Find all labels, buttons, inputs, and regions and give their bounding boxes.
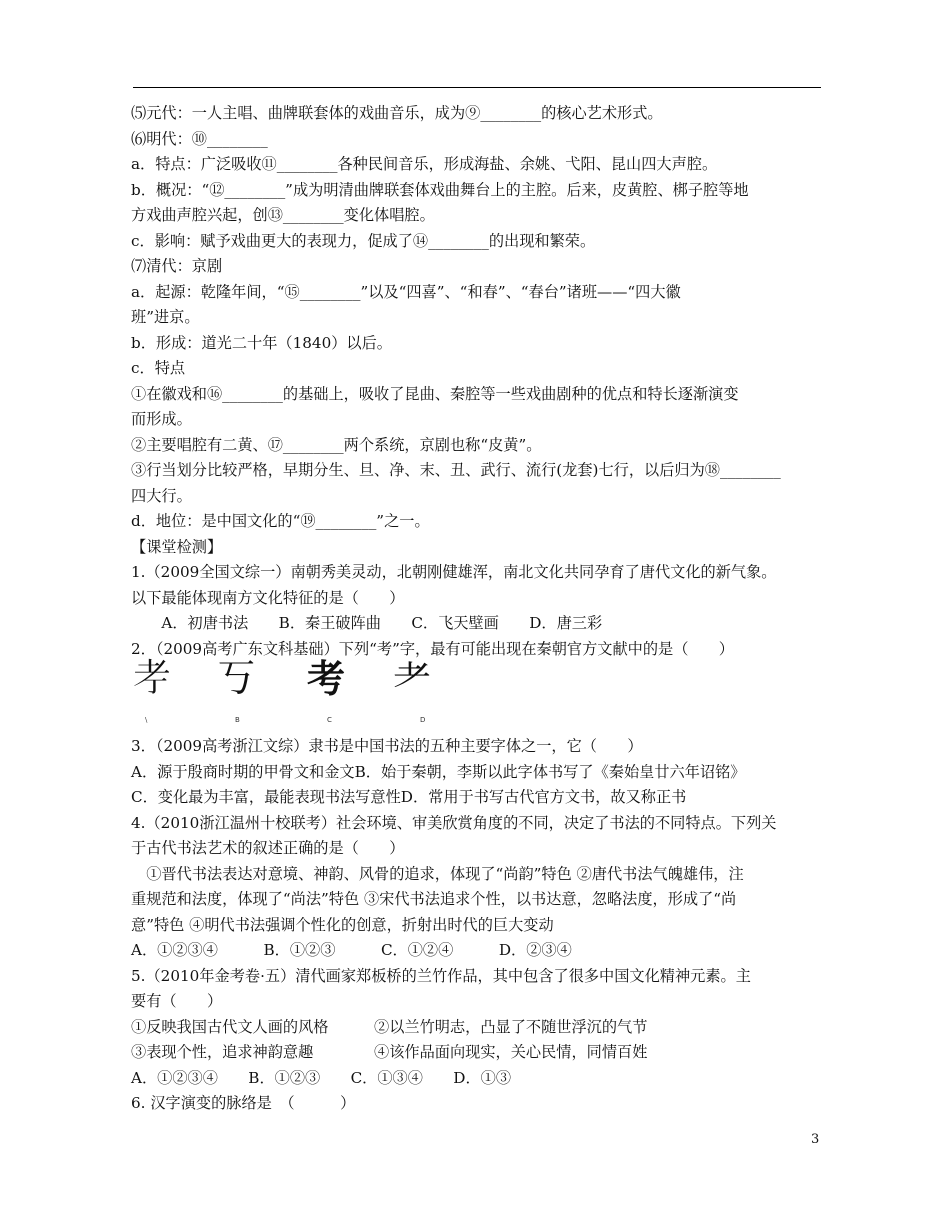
statement-line: ①晋代书法表达对意境、神韵、风骨的追求，体现了“尚韵”特色 ②唐代书法气魄雄伟，注 (131, 864, 744, 883)
glyph-label-d: D (420, 716, 426, 724)
glyph-label-b: B (235, 716, 240, 724)
text-line: b．概况：“⑫________”成为明清曲牌联套体戏曲舞台上的主腔。后来，皮黄腔、梆子腔等地 (131, 180, 749, 199)
text-line: 班”进京。 (131, 308, 200, 326)
question-line: 于古代书法艺术的叙述正确的是（ ） (131, 839, 405, 857)
text-line: 方戏曲声腔兴起，创⑬________变化体唱腔。 (131, 206, 435, 224)
glyph-label-a: \ (145, 716, 148, 724)
page-number: 3 (811, 1132, 820, 1147)
text-line: ①在徽戏和⑯________的基础上，吸收了昆曲、秦腔等一些戏曲剧种的优点和特长逐渐演变 (131, 384, 739, 403)
question-line: 3．（2009高考浙江文综）隶书是中国书法的五种主要字体之一，它（ ） (131, 737, 643, 755)
glyph-c: 考 (307, 656, 346, 701)
question-line: 以下最能体现南方文化特征的是（ ） (131, 588, 405, 607)
answer-options: A．初唐书法 B．秦王破阵曲 C．飞天壁画 D．唐三彩 (131, 614, 603, 632)
answer-options: A．①②③④ B．①②③ C．①③④ D．①③ (131, 1068, 512, 1087)
glyph-d: 耂 (393, 656, 432, 700)
question-line: 6. 汉字演变的脉络是 （ ） (131, 1094, 356, 1112)
kao-character-image (131, 656, 823, 728)
question-line: 1.（2009全国文综一）南朝秀美灵动，北朝刚健雄浑，南北文化共同孕育了唐代文化的新气象。 (131, 563, 777, 581)
statement-line: ①反映我国古代文人画的风格 ②以兰竹明志，凸显了不随世浮沉的气节 (131, 1017, 648, 1036)
glyph-label-c: C (327, 716, 332, 724)
question-line: 5.（2010年金考卷·五）清代画家郑板桥的兰竹作品，其中包含了很多中国文化精神元素。主 (131, 966, 751, 985)
statement-line: 重规范和法度，体现了“尚法”特色 ③宋代书法追求个性，以书达意，忽略法度，形成了“尚 (131, 890, 737, 908)
text-line: ⑺清代：京剧 (131, 257, 223, 275)
statement-line: ③表现个性，追求神韵意趣 ④该作品面向现实，关心民情，同情百姓 (131, 1043, 648, 1061)
text-line: c．影响：赋予戏曲更大的表现力，促成了⑭________的出现和繁荣。 (131, 231, 596, 250)
answer-options: A．①②③④ B．①②③ C．①②④ D．②③④ (131, 941, 572, 959)
text-line: d．地位：是中国文化的“⑲________”之一。 (131, 512, 430, 530)
text-line: ③行当划分比较严格，早期分生、旦、净、末、丑、武行、流行(龙套)七行，以后归为⑱________ (131, 461, 781, 479)
text-line: ⑸元代：一人主唱、曲牌联套体的戏曲音乐，成为⑨________的核心艺术形式。 (131, 104, 663, 122)
question-line: 2．（2009高考广东文科基础）下列“考”字，最有可能出现在秦朝官方文献中的是（ ） (131, 639, 734, 658)
text-line: ⑹明代：⑩________ (131, 129, 268, 148)
section-heading: 【课堂检测】 (131, 537, 223, 556)
text-line: ②主要唱腔有二黄、⑰________两个系统，京剧也称“皮黄”。 (131, 435, 542, 454)
glyph-b: 丂 (217, 656, 256, 700)
text-block-top (131, 101, 823, 662)
glyph-a: 𦒱 (133, 656, 172, 700)
statement-line: 意”特色 ④明代书法强调个性化的创意，折射出时代的巨大变动 (131, 915, 554, 934)
answer-options: A．源于殷商时期的甲骨文和金文B．始于秦朝，李斯以此字体书写了《秦始皇廿六年诏铭》 (131, 762, 746, 781)
text-line: 而形成。 (131, 410, 192, 428)
text-line: b．形成：道光二十年（1840）以后。 (131, 333, 392, 352)
text-line: 四大行。 (131, 486, 192, 505)
header-rule (133, 87, 821, 88)
answer-options: C．变化最为丰富，最能表现书法写意性D．常用于书写古代官方文书，故又称正书 (131, 788, 687, 806)
text-line: a．特点：广泛吸收⑪________各种民间音乐，形成海盐、余姚、弋阳、昆山四大声腔。 (131, 155, 718, 173)
text-line: a．起源：乾隆年间，“⑮________”以及“四喜”、“和春”、“春台”诸班——“四大徽 (131, 282, 681, 301)
text-block-bottom (131, 734, 823, 1117)
text-line: c．特点 (131, 359, 186, 377)
question-line: 4.（2010浙江温州十校联考）社会环境、审美欣赏角度的不同，决定了书法的不同特点。下列关 (131, 813, 777, 832)
document-body (131, 101, 823, 1117)
question-line: 要有（ ） (131, 992, 223, 1010)
